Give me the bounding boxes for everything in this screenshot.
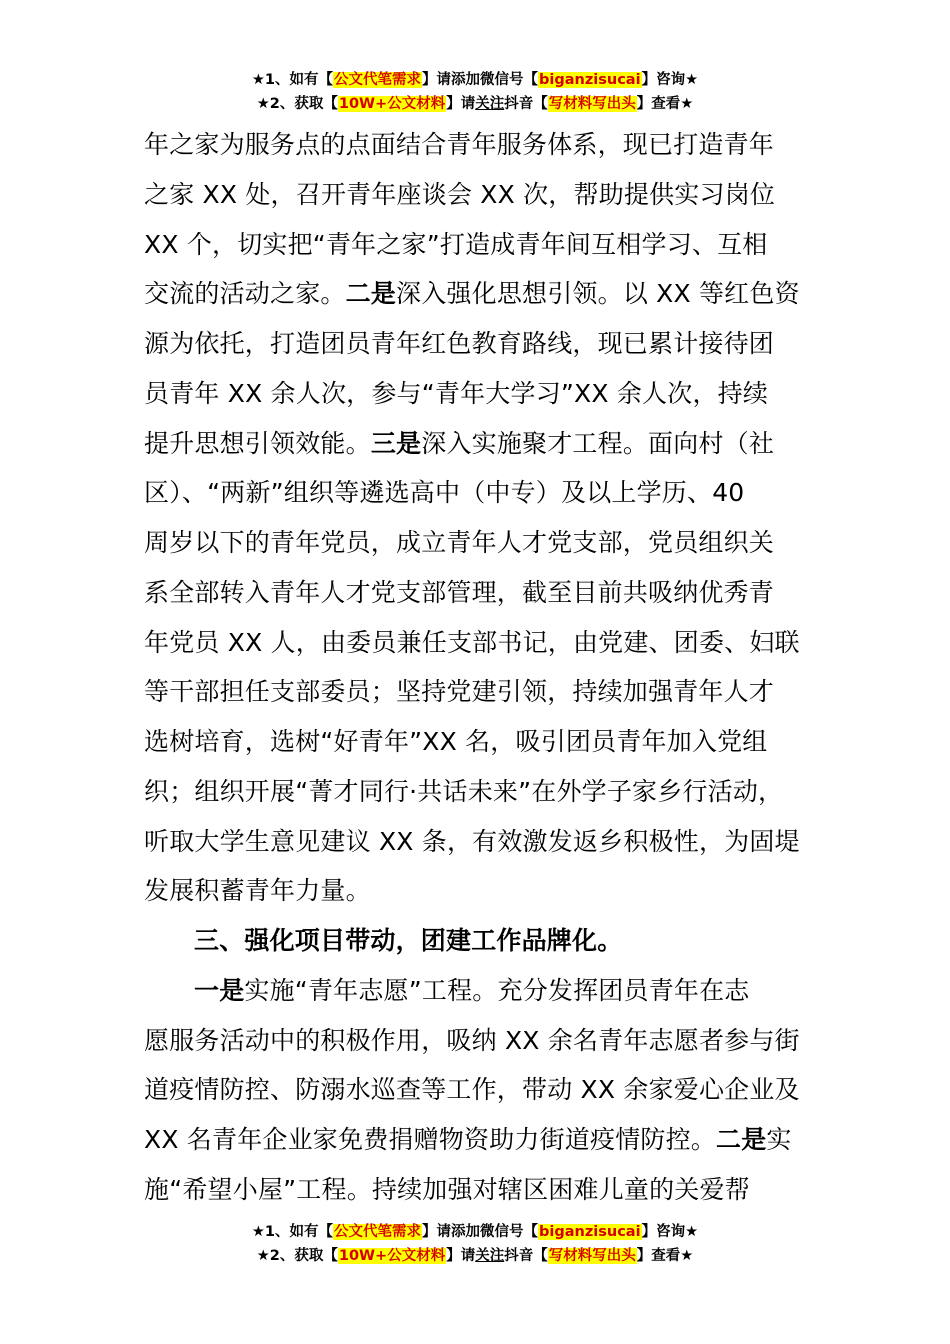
section-heading: 三、强化项目带动，团建工作品牌化。 <box>194 926 623 955</box>
banner-highlight: 10W+公文材料 <box>338 1248 446 1264</box>
banner-text: 】请添加微信号【 <box>422 1224 539 1240</box>
banner-text: 抖音【 <box>504 96 548 112</box>
banner-text: 】请 <box>446 96 476 112</box>
banner-line-2 <box>0 92 950 116</box>
banner-highlight-douyin: 写材料写出头 <box>548 96 636 112</box>
body-line: 之家 XX 处，召开青年座谈会 XX 次，帮助提供实习岗位 <box>144 179 776 209</box>
footer-banner <box>0 1220 950 1268</box>
body-line <box>144 1115 824 1165</box>
bold-marker: 二是 <box>345 279 397 309</box>
banner-highlight: 10W+公文材料 <box>338 96 446 112</box>
banner-highlight: 公文代笔需求 <box>334 72 422 88</box>
banner-text: 】咨询★ <box>641 1224 699 1240</box>
banner-text: 】咨询★ <box>641 72 699 88</box>
body-line: 年之家为服务点的点面结合青年服务体系，现已打造青年 <box>144 130 775 159</box>
body-line: 源为依托，打造团员青年红色教育路线，现已累计接待团 <box>144 329 775 358</box>
body-text: 实 <box>766 1125 792 1154</box>
header-banner <box>0 68 950 116</box>
body-line: 愿服务活动中的积极作用，吸纳 XX 余名青年志愿者参与街 <box>144 1025 800 1055</box>
body-text: 实施“青年志愿”工程。充分发挥团员青年在志 <box>244 975 750 1005</box>
banner-underline: 关注 <box>475 96 505 112</box>
body-text: 深入强化思想引领。以 XX 等红色资 <box>396 279 800 309</box>
banner-line-1 <box>0 68 950 92</box>
banner-highlight-wechat: biganzisucai <box>539 72 641 88</box>
bold-marker: 三是 <box>370 428 422 458</box>
banner-highlight-douyin: 写材料写出头 <box>548 1248 636 1264</box>
body-line: 年党员 XX 人，由委员兼任支部书记，由党建、团委、妇联 <box>144 627 800 657</box>
bold-marker: 一是 <box>194 975 245 1005</box>
banner-line-1 <box>0 1220 950 1244</box>
banner-text: ★2、获取【 <box>256 96 338 112</box>
body-line <box>144 966 824 1016</box>
banner-underline: 关注 <box>475 1248 505 1264</box>
banner-text: ★1、如有【 <box>251 72 334 88</box>
body-line <box>144 269 824 319</box>
body-line: 区）、“两新”组织等遴选高中（中专）及以上学历、40 <box>144 478 745 508</box>
body-text: XX 名青年企业家免费捐赠物资助力街道疫情防控。 <box>144 1125 717 1154</box>
banner-highlight: 公文代笔需求 <box>334 1224 422 1240</box>
body-line: 发展积蓄青年力量。 <box>144 876 371 906</box>
body-line: 员青年 XX 余人次，参与“青年大学习”XX 余人次，持续 <box>144 378 769 408</box>
body-line: 等干部担任支部委员；坚持党建引领，持续加强青年人才 <box>144 677 775 707</box>
body-line: 施“希望小屋”工程。持续加强对辖区困难儿童的关爱帮 <box>144 1174 750 1204</box>
body-line <box>144 419 824 469</box>
body-text: 提升思想引领效能。 <box>144 428 371 458</box>
banner-line-2 <box>0 1244 950 1268</box>
body-line: 系全部转入青年人才党支部管理，截至目前共吸纳优秀青 <box>144 577 775 607</box>
body-text: 交流的活动之家。 <box>144 279 346 309</box>
banner-text: ★2、获取【 <box>256 1248 338 1264</box>
bold-marker: 二是 <box>716 1125 767 1154</box>
body-line: 道疫情防控、防溺水巡查等工作，带动 XX 余家爱心企业及 <box>144 1075 800 1105</box>
banner-text: ★1、如有【 <box>251 1224 334 1240</box>
banner-highlight-wechat: biganzisucai <box>539 1224 641 1240</box>
body-text: 深入实施聚才工程。面向村（社 <box>421 428 775 458</box>
banner-text: 】查看★ <box>636 96 694 112</box>
body-line: 织；组织开展“菁才同行·共话未来”在外学子家乡行活动， <box>144 776 784 806</box>
body-line: 周岁以下的青年党员，成立青年人才党支部，党员组织关 <box>144 528 775 557</box>
body-line: 选树培育，选树“好青年”XX 名，吸引团员青年加入党组 <box>144 727 768 756</box>
body-line: XX 个，切实把“青年之家”打造成青年间互相学习、互相 <box>144 229 768 259</box>
body-line: 听取大学生意见建议 XX 条，有效激发返乡积极性，为固堤 <box>144 826 800 856</box>
banner-text: 】请 <box>446 1248 476 1264</box>
banner-text: 】请添加微信号【 <box>422 72 539 88</box>
banner-text: 抖音【 <box>504 1248 548 1264</box>
banner-text: 】查看★ <box>636 1248 694 1264</box>
document-body <box>144 120 824 1215</box>
